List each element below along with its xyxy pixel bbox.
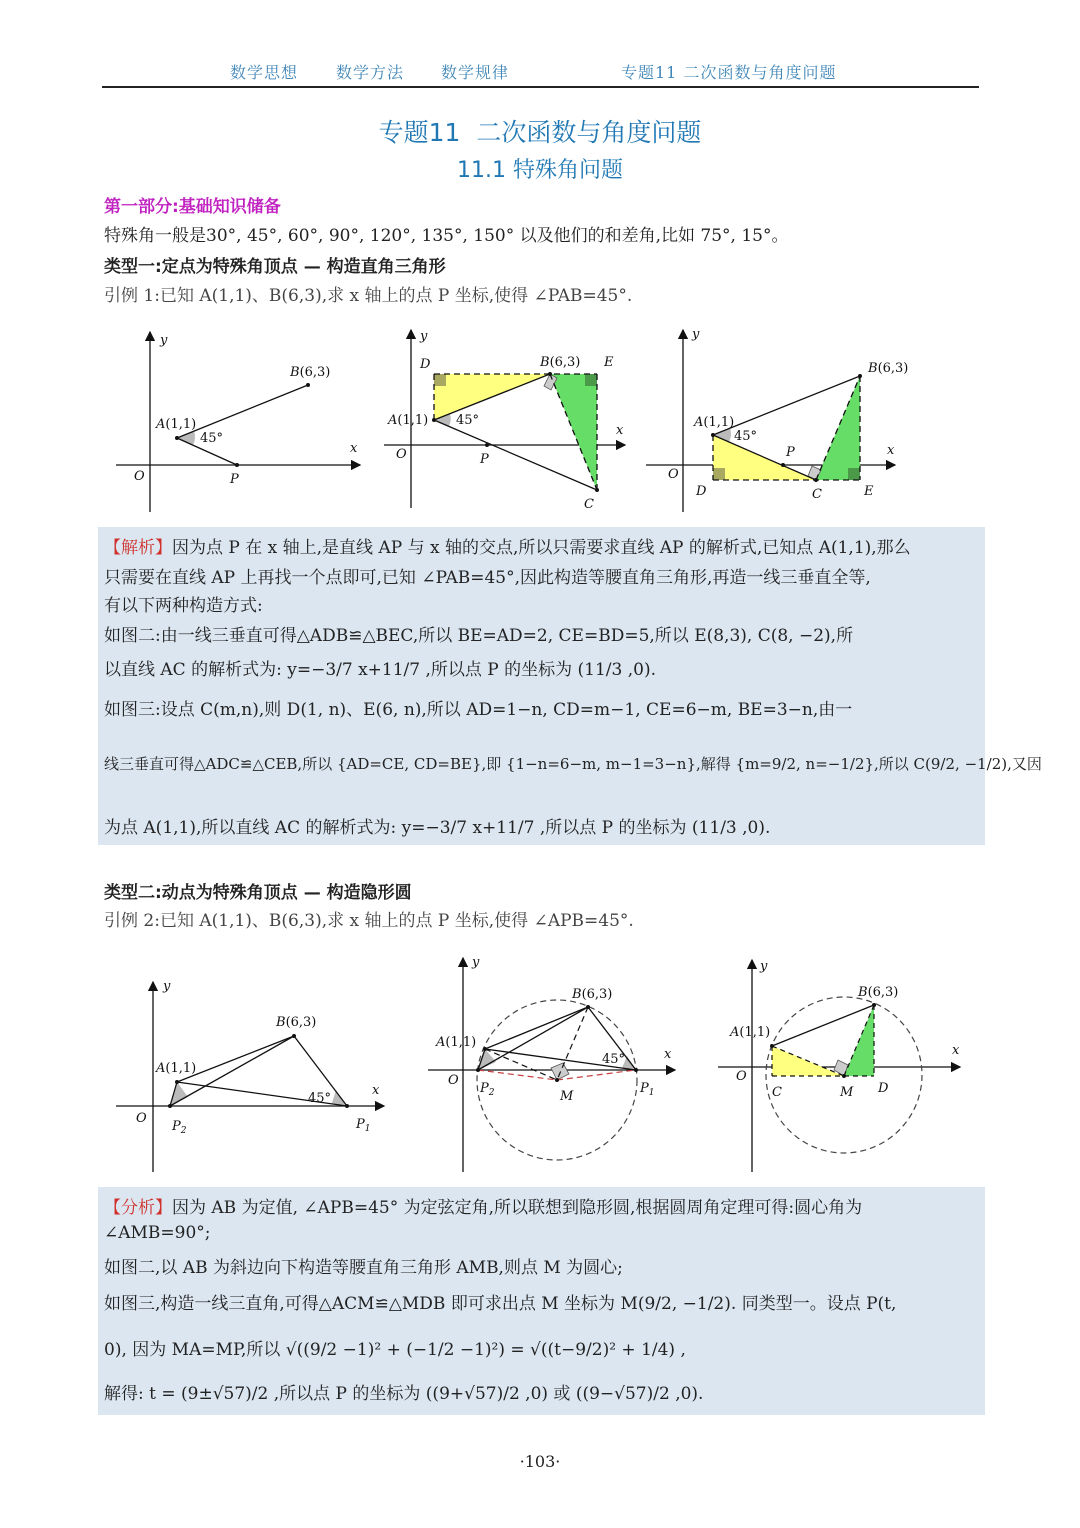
svg-text:A(1,1): A(1,1) [388,413,429,428]
svg-text:y: y [420,329,428,344]
svg-text:y: y [692,327,700,342]
svg-text:B(6,3): B(6,3) [572,987,613,1002]
svg-text:P: P [230,472,239,487]
svg-text:P: P [786,445,795,460]
figure-type2-2 [420,950,700,1180]
svg-text:E: E [604,355,614,370]
running-head-topic: 专题11 二次函数与角度问题 [621,63,837,82]
svg-text:P: P [480,452,489,467]
svg-text:x: x [952,1043,960,1058]
svg-text:y: y [160,333,168,348]
analysis-line: 因为点 P 在 x 轴上,是直线 AP 与 x 轴的交点,所以只需要求直线 AP 的解析式,已知点 A(1,1),那么 [172,538,911,558]
svg-text:M: M [840,1085,854,1100]
running-head-item: 数学思想 [230,63,299,82]
svg-text:O: O [136,1111,147,1126]
svg-text:A(1,1): A(1,1) [730,1025,771,1040]
example2-text: 引例 2:已知 A(1,1)、B(6,3),求 x 轴上的点 P 坐标,使得 ∠APB=45°. [104,911,634,931]
analysis-line: 如图二,以 AB 为斜边向下构造等腰直角三角形 AMB,则点 M 为圆心; [104,1258,623,1278]
svg-text:x: x [664,1047,672,1062]
analysis-line: 线三垂直可得△ADC≌△CEB,所以 {AD=CE, CD=BE},即 {1−n=6−m, m−1=3−n},解得 {m=9/2, n=−1/2},所以 C(9/2, −1/2),又因 [104,755,1042,773]
analysis-line: 因为 AB 为定值, ∠APB=45° 为定弦定角,所以联想到隐形圆,根据圆周角定理可得:圆心角为 [172,1198,863,1218]
figure-type2-3 [710,950,980,1180]
svg-text:P2: $P_2$ [172,1119,187,1136]
svg-text:x: x [350,441,358,456]
example1-text: 引例 1:已知 A(1,1)、B(6,3),求 x 轴上的点 P 坐标,使得 ∠PAB=45°. [104,286,633,306]
running-head-item: 数学规律 [441,63,510,82]
page-title: 专题11 二次函数与角度问题 [378,118,702,147]
page-number: ·103· [519,1452,561,1471]
svg-text:45°: 45° [200,431,224,446]
analysis-line: 解得: t = (9±√57)/2 ,所以点 P 的坐标为 ((9+√57)/2 ,0) 或 ((9−√57)/2 ,0). [104,1384,704,1404]
figure-type1-2 [380,320,640,520]
svg-text:45°: 45° [734,429,758,444]
analysis-line: 为点 A(1,1),所以直线 AC 的解析式为: y=−3/7 x+11/7 ,所以点 P 的坐标为 (11/3 ,0). [104,818,771,838]
section-subtitle: 11.1 特殊角问题 [457,158,623,183]
svg-text:y: y [163,979,171,994]
svg-text:B(6,3): B(6,3) [540,355,581,370]
analysis-line: 0), 因为 MA=MP,所以 √((9/2 −1)² + (−1/2 −1)²) = √((t−9/2)² + 1/4) , [104,1340,686,1360]
svg-text:C: C [812,487,822,502]
svg-text:A(1,1): A(1,1) [436,1035,477,1050]
svg-text:C: C [772,1085,782,1100]
figure-type2-1 [100,960,400,1180]
svg-text:B(6,3): B(6,3) [868,361,909,376]
svg-text:y: y [472,955,480,970]
svg-text:x: x [372,1083,380,1098]
svg-text:O: O [134,469,145,484]
svg-text:C: C [584,497,594,512]
analysis-box-type2 [98,1187,985,1415]
svg-text:E: E [864,484,874,499]
analysis-line: 如图三:设点 C(m,n),则 D(1, n)、E(6, n),所以 AD=1−n, CD=m−1, CE=6−m, BE=3−n,由一 [104,700,853,720]
svg-text:45°: 45° [308,1091,332,1106]
svg-text:45°: 45° [456,413,480,428]
svg-text:P1: $P_1$ [640,1081,655,1098]
analysis-line: 有以下两种构造方式: [104,596,263,616]
analysis-line: 如图三,构造一线三直角,可得△ACM≌△MDB 即可求出点 M 坐标为 M(9/2, −1/2). 同类型一。设点 P(t, [104,1294,897,1314]
running-head [0,58,1080,84]
svg-text:45°: 45° [602,1052,626,1067]
svg-text:P1: $P_1$ [356,1117,371,1134]
svg-text:x: x [887,443,895,458]
svg-text:D: D [878,1081,889,1096]
analysis-tag: 【分析】 [104,1198,172,1218]
svg-text:D: D [420,357,431,372]
part-heading: 第一部分:基础知识储备 [104,197,281,217]
analysis-line: 如图二:由一线三垂直可得△ADB≌△BEC,所以 BE=AD=2, CE=BD=5,所以 E(8,3), C(8, −2),所 [104,626,854,646]
analysis-box-type1 [98,527,1042,845]
svg-text:O: O [736,1069,747,1084]
analysis-line: 以直线 AC 的解析式为: y=−3/7 x+11/7 ,所以点 P 的坐标为 (11/3 ,0). [104,660,657,680]
analysis-tag: 【解析】 [104,538,172,558]
svg-text:D: D [696,484,707,499]
svg-text:O: O [396,447,407,462]
analysis-line: 只需要在直线 AP 上再找一个点即可,已知 ∠PAB=45°,因此构造等腰直角三角形,再造一线三垂直全等, [104,568,871,588]
intro-text: 特殊角一般是30°, 45°, 60°, 90°, 120°, 135°, 150° 以及他们的和差角,比如 75°, 15°。 [104,226,789,246]
svg-text:O: O [448,1073,459,1088]
analysis-line: ∠AMB=90°; [104,1223,211,1243]
svg-text:A(1,1): A(1,1) [156,417,197,432]
header-rule [102,86,979,88]
svg-text:A(1,1): A(1,1) [156,1061,197,1076]
type1-heading: 类型一:定点为特殊角顶点 — 构造直角三角形 [104,257,446,277]
svg-text:A(1,1): A(1,1) [694,415,735,430]
svg-text:O: O [668,467,679,482]
svg-text:B(6,3): B(6,3) [276,1015,317,1030]
svg-text:B(6,3): B(6,3) [290,365,331,380]
svg-text:P2: $P_2$ [480,1081,495,1098]
type2-heading: 类型二:动点为特殊角顶点 — 构造隐形圆 [104,883,412,903]
svg-text:x: x [616,423,624,438]
svg-text:y: y [760,959,768,974]
svg-text:B(6,3): B(6,3) [858,985,899,1000]
figure-type1-3 [640,320,920,520]
running-head-item: 数学方法 [336,63,405,82]
figure-type1-1 [100,320,400,520]
svg-text:M: M [560,1089,574,1104]
